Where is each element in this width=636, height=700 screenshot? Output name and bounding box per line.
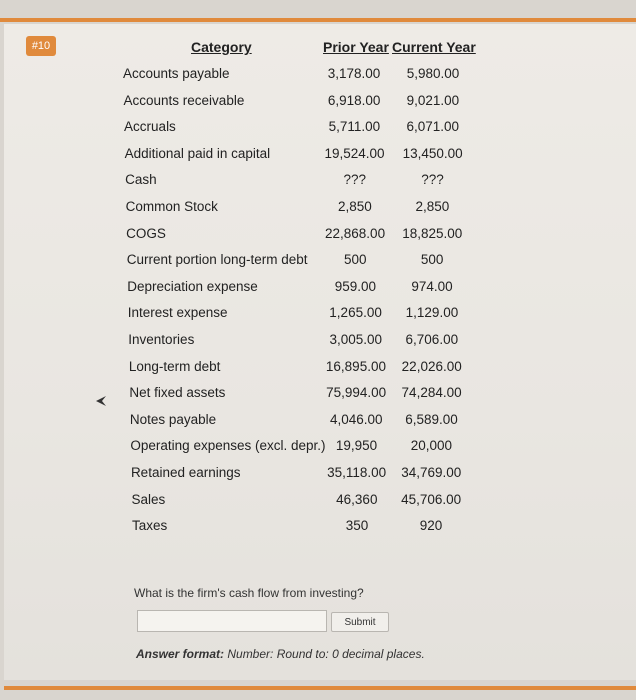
table-row	[0, 226, 636, 246]
row-prior-year-value: 4,046.00	[330, 411, 383, 427]
mouse-pointer-icon	[96, 396, 106, 406]
table-row	[0, 66, 636, 86]
row-category-label: Interest expense	[127, 305, 228, 321]
top-accent-bar	[0, 18, 636, 22]
row-current-year-value: 500	[420, 252, 444, 268]
table-row	[0, 492, 636, 512]
row-prior-year-value: 16,895.00	[325, 358, 386, 374]
row-prior-year-value: 2,850	[337, 199, 372, 214]
column-header-prior-year: Prior Year	[323, 39, 389, 55]
row-current-year-value: ???	[421, 172, 444, 188]
answer-format-text: Number: Round to: 0 decimal places.	[224, 647, 425, 661]
row-prior-year-value: 350	[345, 518, 369, 534]
table-row	[0, 172, 636, 192]
submit-button[interactable]: Submit	[331, 612, 389, 632]
row-category-label: Taxes	[132, 518, 168, 534]
question-number-badge: #10	[26, 36, 56, 56]
table-row	[0, 252, 636, 272]
row-prior-year-value: 3,005.00	[329, 332, 383, 347]
table-row	[0, 279, 636, 299]
row-category-label: Accruals	[124, 119, 176, 135]
table-row	[0, 465, 636, 485]
row-current-year-value: 6,071.00	[406, 119, 460, 135]
answer-format-label: Answer format:	[136, 647, 225, 661]
row-prior-year-value: 19,950	[335, 438, 378, 454]
row-current-year-value: 6,589.00	[405, 411, 458, 427]
table-row	[0, 332, 636, 352]
table-row	[0, 518, 636, 538]
row-current-year-value: 2,850	[415, 199, 450, 214]
row-current-year-value: 18,825.00	[402, 225, 463, 241]
row-prior-year-value: 5,711.00	[328, 119, 381, 135]
row-current-year-value: 1,129.00	[405, 305, 459, 321]
question-text: What is the firm's cash flow from investing?	[134, 586, 364, 600]
table-row	[0, 359, 636, 379]
row-current-year-value: 9,021.00	[406, 92, 460, 108]
row-category-label: Accounts payable	[123, 66, 230, 81]
bottom-accent-bar	[4, 686, 636, 690]
row-category-label: Accounts receivable	[123, 92, 245, 108]
row-category-label: Net fixed assets	[129, 385, 226, 401]
table-row	[0, 305, 636, 325]
table-row	[0, 438, 636, 458]
row-current-year-value: 920	[419, 518, 443, 534]
row-current-year-value: 74,284.00	[401, 385, 462, 401]
row-prior-year-value: 6,918.00	[327, 92, 381, 108]
row-prior-year-value: 1,265.00	[329, 305, 382, 321]
row-category-label: Additional paid in capital	[124, 145, 271, 161]
row-prior-year-value: 75,994.00	[326, 385, 387, 401]
row-category-label: Inventories	[128, 332, 195, 347]
row-prior-year-value: 19,524.00	[324, 145, 385, 161]
row-category-label: Cash	[125, 172, 157, 188]
row-prior-year-value: ???	[343, 172, 366, 188]
answer-format-note	[136, 647, 425, 661]
row-current-year-value: 6,706.00	[405, 332, 459, 347]
column-header-current-year: Current Year	[392, 39, 476, 55]
row-prior-year-value: 959.00	[334, 278, 377, 294]
row-category-label: Long-term debt	[128, 358, 221, 374]
row-category-label: Current portion long-term debt	[126, 252, 308, 268]
row-prior-year-value: 500	[343, 252, 367, 268]
row-current-year-value: 45,706.00	[401, 491, 462, 507]
table-row	[0, 93, 636, 113]
row-current-year-value: 974.00	[411, 278, 453, 294]
row-current-year-value: 34,769.00	[401, 465, 462, 480]
table-row	[0, 199, 636, 219]
answer-input[interactable]	[137, 610, 327, 632]
row-prior-year-value: 22,868.00	[325, 225, 386, 241]
row-prior-year-value: 46,360	[336, 491, 378, 507]
row-category-label: Sales	[131, 491, 166, 507]
table-row	[0, 119, 636, 139]
table-row	[0, 146, 636, 166]
row-category-label: COGS	[126, 225, 166, 241]
row-current-year-value: 13,450.00	[402, 145, 463, 161]
row-category-label: Common Stock	[125, 199, 218, 214]
row-prior-year-value: 3,178.00	[327, 66, 381, 81]
row-current-year-value: 22,026.00	[401, 358, 462, 374]
table-row	[0, 412, 636, 432]
row-category-label: Operating expenses (excl. depr.)	[130, 438, 326, 454]
row-current-year-value: 5,980.00	[406, 66, 460, 81]
row-category-label: Depreciation expense	[127, 278, 258, 294]
row-prior-year-value: 35,118.00	[327, 465, 387, 480]
row-current-year-value: 20,000	[410, 438, 452, 454]
row-category-label: Retained earnings	[130, 465, 241, 480]
row-category-label: Notes payable	[129, 411, 217, 427]
column-header-category: Category	[191, 39, 252, 55]
